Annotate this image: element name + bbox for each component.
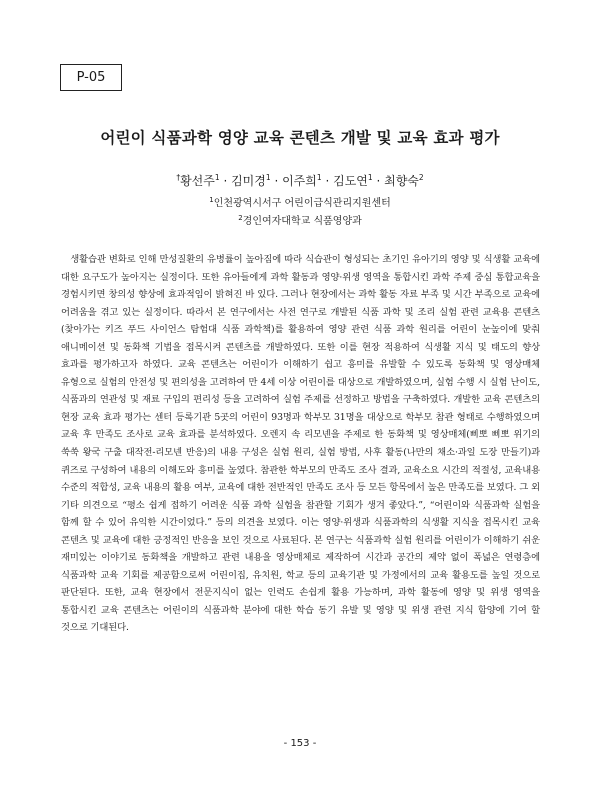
author-name: 이주희 [282,174,317,188]
author-affiliation-mark: 1 [316,173,322,182]
affiliation-number: 1 [209,196,214,204]
corresponding-mark: † [176,173,181,182]
author-name: 김도연 [333,174,368,188]
author-name: 황선주 [180,174,215,188]
affiliation-number: 2 [238,214,243,222]
author-separator: · [219,174,232,188]
author-name: 최향숙 [384,174,419,188]
page-number: - 153 - [283,738,317,749]
author-separator: · [270,174,283,188]
affiliation-list [0,193,600,229]
author-affiliation-mark: 1 [265,173,271,182]
author-separator: · [321,174,334,188]
paper-id-box [60,64,122,91]
author-name: 김미경 [231,174,266,188]
paper-id-label: P-05 [76,70,106,85]
author-affiliation-mark: 2 [418,173,424,182]
abstract-body: 생활습관 변화로 인해 만성질환의 유병률이 높아짐에 따라 식습관이 형성되는 초기인 유아기의 영양 및 식생활 교육에 대한 요구도가 높아지는 실정이다. 또한 유아들에게 과학 활동과 영양·위생 영역을 통합시킨 과학 주제 중심 통합교육을 경험시키면 창의성 향상에 효과적임이 밝혀진 바 있다. 그러나 현장에서는 과학 활동 자료 부족 및 시간 부족으로 교육에 어려움을 겪고 있는 실정이다. 따라서 본 연구에서는 사전 연구로 개발된 식품 과학 및 조리 실험 관련 교육용 콘텐츠(찾아가는 키즈 푸드 사이언스 탐험대 식품 과학책)를 활용하여 영양 관련 식품 과학 원리를 어린이 눈높이에 맞춰 애니메이션 및 동화책 기법을 접목시켜 콘텐츠를 개발하였다. 또한 이를 현장 적용하여 식생활 지식 및 태도의 향상 효과를 평가하고자 하였다. 교육 콘텐츠는 어린이가 이해하기 쉽고 흥미를 유발할 수 있도록 동화책 및 영상매체 유형으로 실험의 안전성 및 편의성을 고려하여 만 4세 이상 어린이를 대상으로 개발하였으며, 실험 수행 시 실험 난이도, 식품과의 연관성 및 재료 구입의 편리성 등을 고려하여 실험 주제를 선정하고 방법을 구축하였다. 개발한 교육 콘텐츠의 현장 교육 효과 평가는 센터 등록기관 5곳의 어린이 93명과 학부모 31명을 대상으로 학부모 참관 형태로 수행하였으며 교육 후 만족도 조사로 교육 효과를 분석하였다. 오렌지 속 리모넨을 주제로 한 동화책 및 영상매체(삐뽀 삐뽀 위기의 쑥쑥 왕국 구출 대작전-리모넨 반응)의 내용 구성은 실험 원리, 실험 방법, 사후 활동(나만의 채소·과일 도장 만들기)과 퀴즈로 구성하여 내용의 이해도와 흥미를 높였다. 참관한 학부모의 만족도 조사 결과, 교육소요 시간의 적절성, 교육내용 수준의 적합성, 교육 내용의 활용 여부, 교육에 대한 전반적인 만족도 조사 등 모든 항목에서 높은 만족도를 보였다. 그 외 기타 의견으로 “평소 쉽게 접하기 어려운 식품 과학 실험을 참관할 기회가 생겨 좋았다.”, “어린이와 식품과학 실험을 함께 할 수 있어 유익한 시간이었다.” 등의 의견을 보였다. 이는 영양·위생과 식품과학의 식생활 지식을 접목시킨 교육 콘텐츠 및 교육에 대한 긍정적인 반응을 보인 것으로 사료된다. 본 연구는 식품과학 실험 원리를 어린이가 이해하기 쉬운 재미있는 이야기로 동화책을 개발하고 관련 내용을 영상매체로 제작하여 시간과 공간의 제약 없이 폭넓은 연령층에 식품과학 교육 기회를 제공함으로써 어린이집, 유치원, 학교 등의 교육기관 및 가정에서의 교육 활용도를 높일 것으로 판단된다. 또한, 교육 현장에서 전문지식이 없는 인력도 손쉽게 활용 가능하며, 과학 활동에 영양 및 위생 영역을 통합시킨 교육 콘텐츠는 어린이의 식품과학 분야에 대한 학습 동기 유발 및 영양 및 위생 관련 지식 함양에 기여 할 것으로 기대된다. [61,254,540,634]
paper-title: 어린이 식품과학 영양 교육 콘텐츠 개발 및 교육 효과 평가 [100,129,500,147]
author-affiliation-mark: 1 [214,173,220,182]
affiliation-text: 인천광역시서구 어린이급식관리지원센터 [213,198,391,209]
affiliation-text: 경인여자대학교 식품영양과 [242,216,362,227]
affiliation-line [0,193,600,211]
affiliation-line [0,211,600,229]
author-affiliation-mark: 1 [367,173,373,182]
author-separator: · [372,174,385,188]
author-list [0,172,600,189]
